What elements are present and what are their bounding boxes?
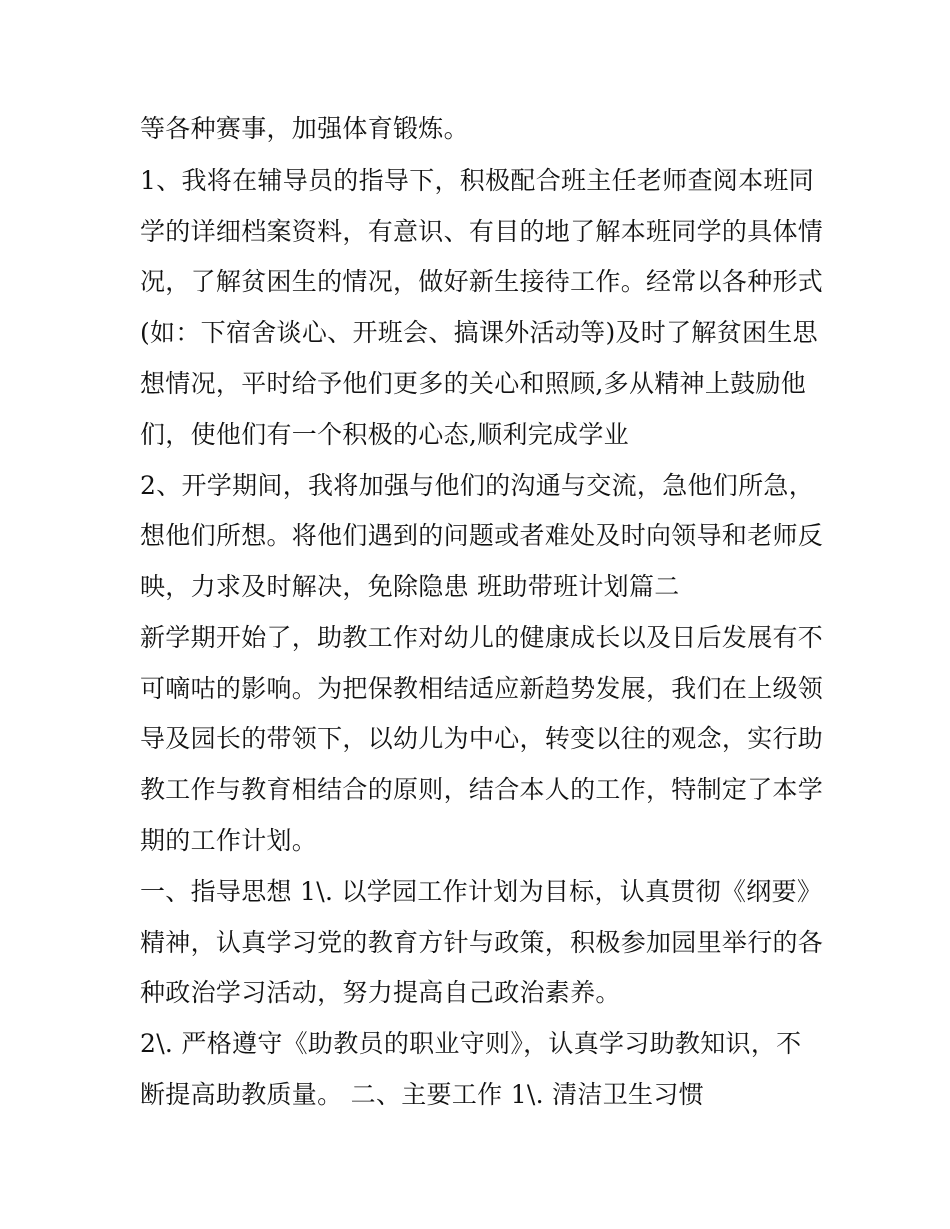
text-line: 种政治学习活动，努力提高自己政治素养。 — [140, 978, 621, 1007]
text-line: 等各种赛事，加强体育锻炼。 — [140, 114, 469, 143]
text-line: 想情况，平时给予他们更多的关心和照顾,多从精神上鼓励他 — [140, 369, 807, 398]
text-line: 期的工作计划。 — [140, 826, 318, 855]
text-line: 新学期开始了，助教工作对幼儿的健康成长以及日后发展有不 — [140, 623, 824, 652]
text-line: 导及园长的带领下，以幼儿为中心，转变以往的观念，实行助 — [140, 724, 824, 753]
text-line: 想他们所想。将他们遇到的问题或者难处及时向领导和老师反 — [140, 521, 824, 550]
text-line: 教工作与教育相结合的原则，结合本人的工作，特制定了本学 — [140, 775, 824, 804]
text-line: 映，力求及时解决，免除隐患 班助带班计划篇二 — [140, 572, 680, 601]
text-line: 们，使他们有一个积极的心态,顺利完成学业 — [140, 420, 629, 449]
text-line: (如：下宿舍谈心、开班会、搞课外活动等)及时了解贫困生思 — [140, 318, 818, 347]
text-line: 2\. 严格遵守《助教员的职业守则》，认真学习助教知识，不 — [140, 1029, 802, 1058]
text-line: 断提高助教质量。 二、主要工作 1\. 清洁卫生习惯 — [140, 1080, 704, 1109]
text-line: 况，了解贫困生的情况，做好新生接待工作。经常以各种形式 — [140, 267, 824, 296]
text-line: 可嘀咕的影响。为把保教相结适应新趋势发展，我们在上级领 — [140, 674, 824, 703]
text-line: 2、开学期间，我将加强与他们的沟通与交流，急他们所急， — [140, 471, 815, 500]
text-line: 精神，认真学习党的教育方针与政策，积极参加园里举行的各 — [140, 928, 824, 957]
text-line: 1、我将在辅导员的指导下，积极配合班主任老师查阅本班同 — [140, 166, 815, 195]
text-line: 一、指导思想 1\. 以学园工作计划为目标，认真贯彻《纲要》 — [140, 877, 823, 906]
text-line: 学的详细档案资料，有意识、有目的地了解本班同学的具体情 — [140, 217, 824, 246]
